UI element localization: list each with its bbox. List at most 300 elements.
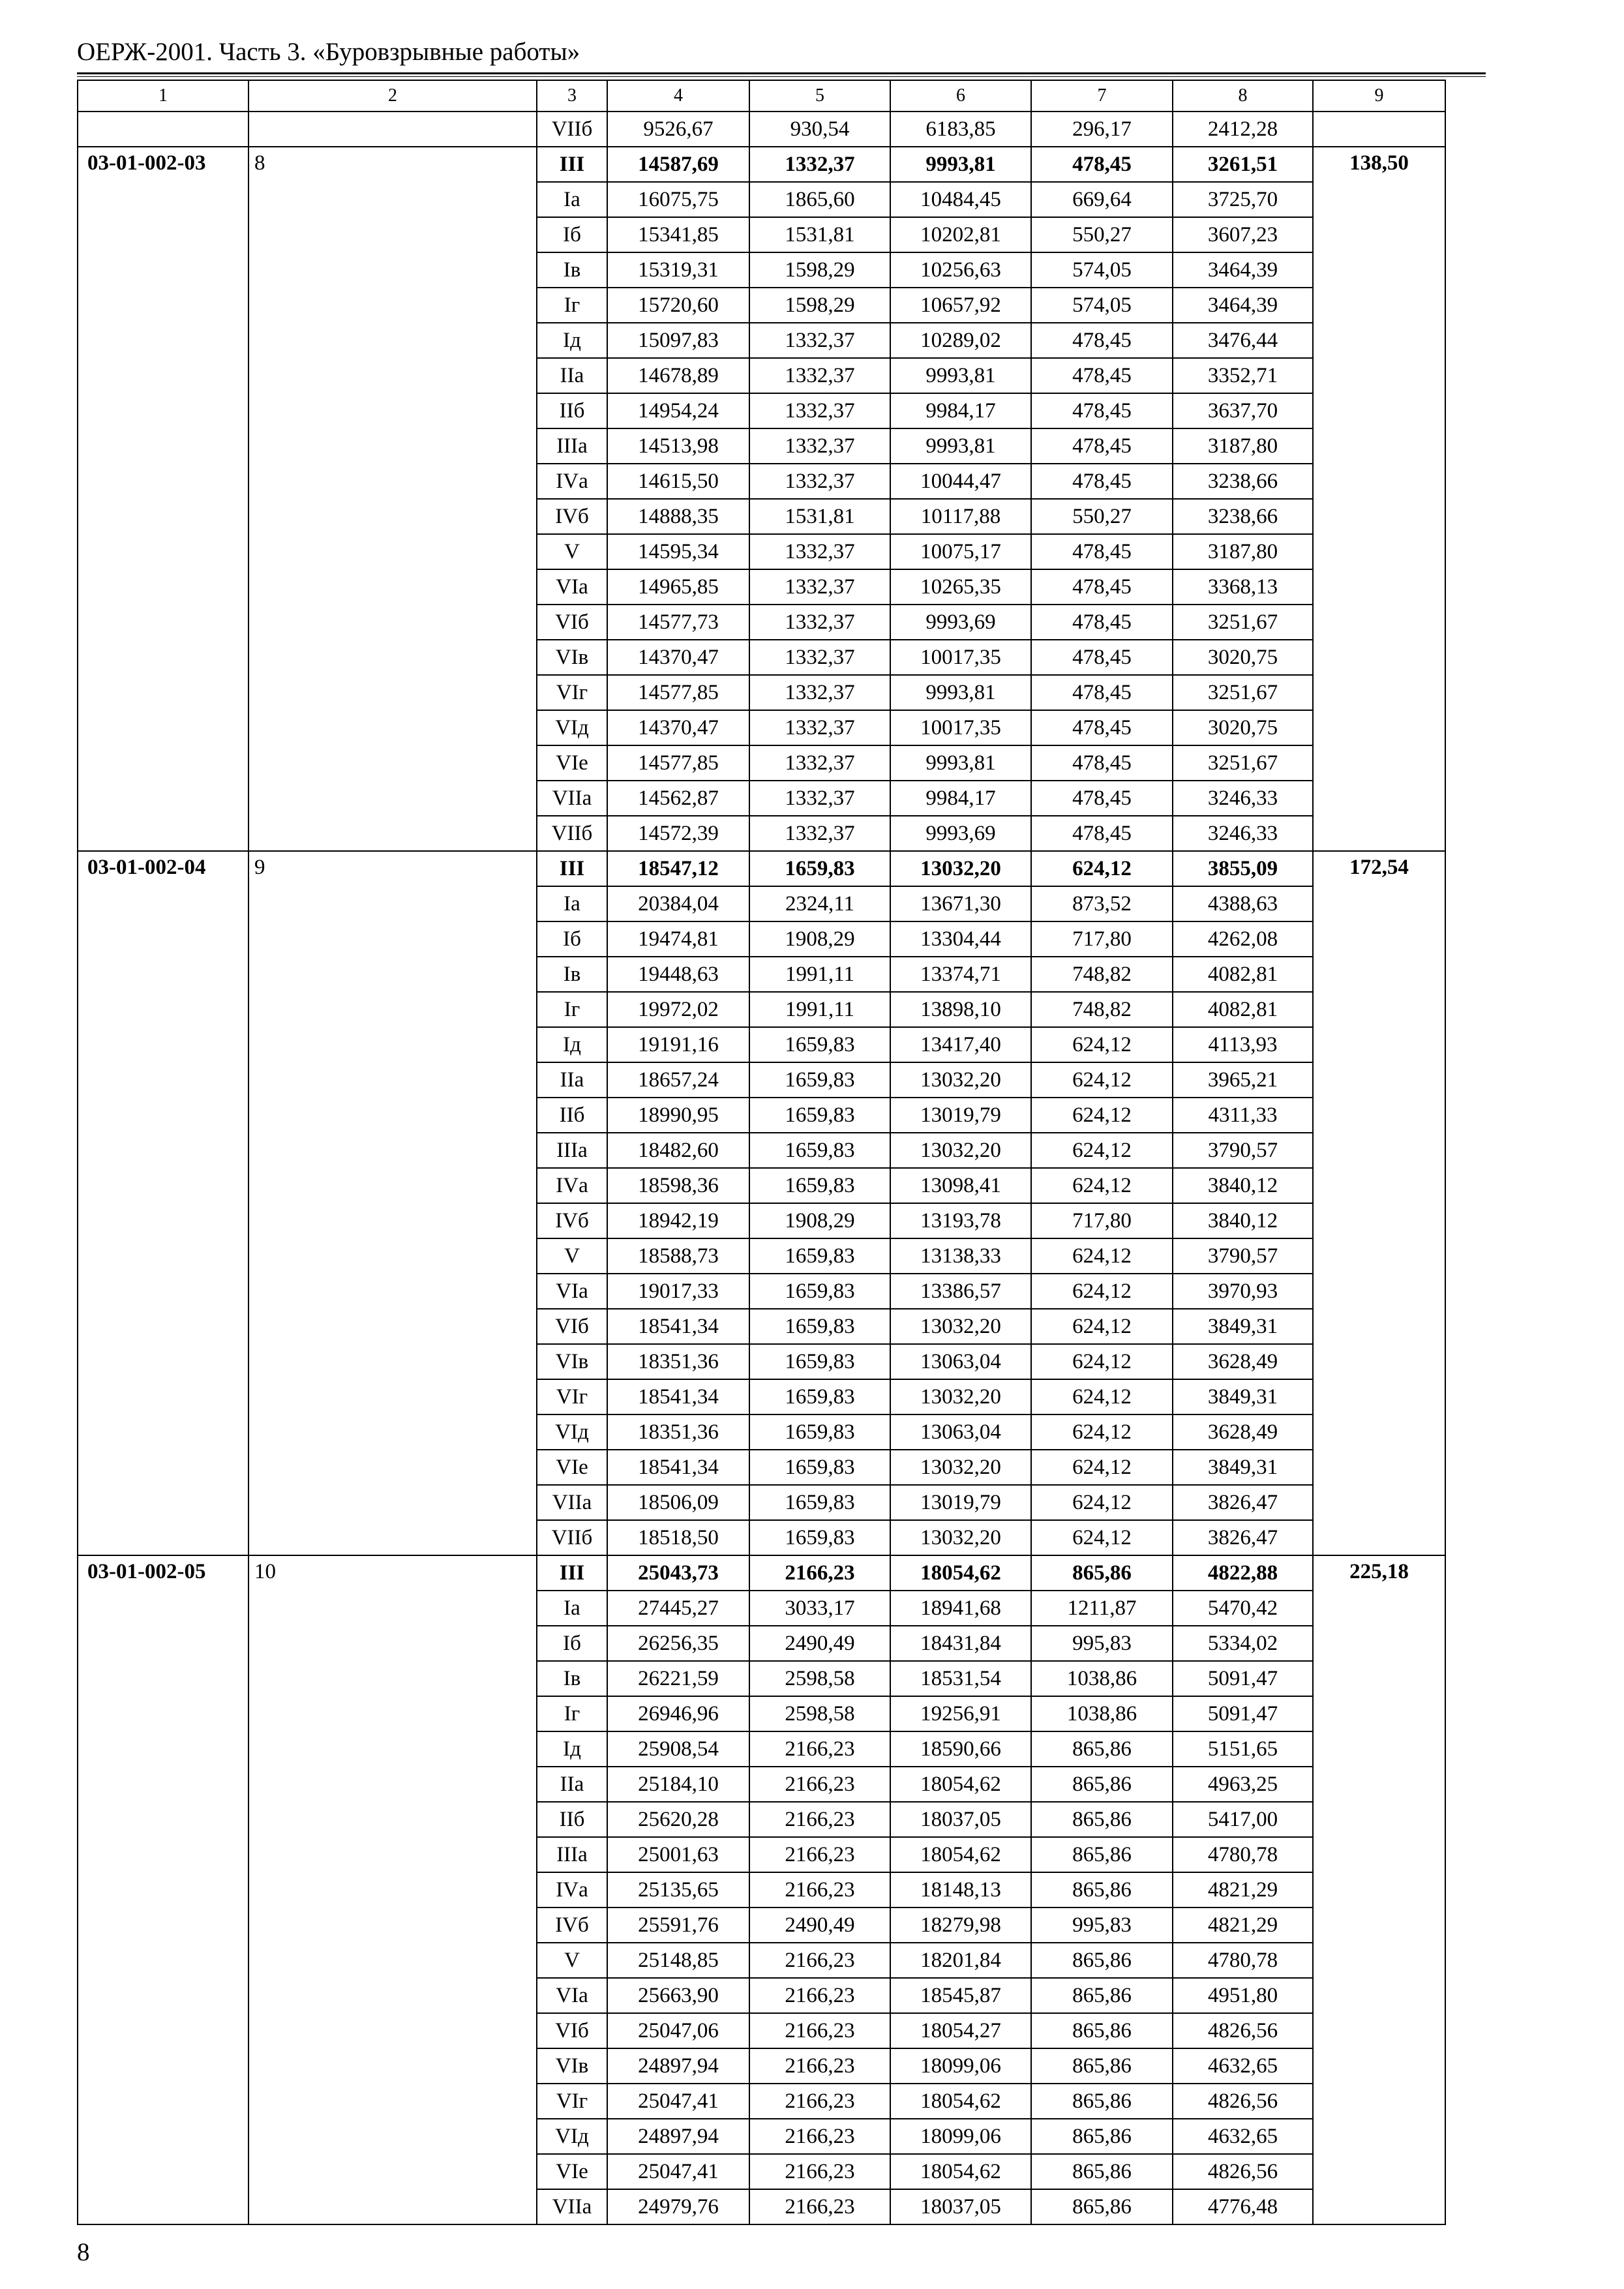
value-cell: 3251,67 — [1173, 605, 1313, 640]
value-cell: 18099,06 — [890, 2048, 1031, 2084]
zone-cell: IIIа — [537, 1133, 607, 1168]
value-cell: 5091,47 — [1173, 1696, 1313, 1731]
zone-cell: Iв — [537, 252, 607, 288]
value-cell: 624,12 — [1031, 1274, 1173, 1309]
zone-cell: VIIб — [537, 1520, 607, 1555]
zone-cell: Iд — [537, 1731, 607, 1767]
value-cell: 18506,09 — [607, 1485, 749, 1520]
value-cell: 26946,96 — [607, 1696, 749, 1731]
header-rule — [77, 72, 1486, 74]
value-cell: 865,86 — [1031, 1837, 1173, 1872]
value-cell: 624,12 — [1031, 1238, 1173, 1274]
value-cell: 478,45 — [1031, 781, 1173, 816]
header-rule-thin — [77, 76, 1486, 77]
value-cell: 18037,05 — [890, 1802, 1031, 1837]
value-cell: 995,83 — [1031, 1908, 1173, 1943]
value-cell: 14370,47 — [607, 640, 749, 675]
value-cell: 1659,83 — [749, 851, 890, 886]
value-cell: 18588,73 — [607, 1238, 749, 1274]
value-cell: 1332,37 — [749, 675, 890, 710]
zone-cell: Iг — [537, 288, 607, 323]
zone-cell: VIе — [537, 2154, 607, 2189]
zone-cell: VIе — [537, 745, 607, 781]
value-cell: 19972,02 — [607, 992, 749, 1027]
value-cell: 5334,02 — [1173, 1626, 1313, 1661]
zone-cell: VIб — [537, 605, 607, 640]
value-cell: 865,86 — [1031, 2048, 1173, 2084]
value-cell: 5417,00 — [1173, 1802, 1313, 1837]
column-number: 9 — [1313, 80, 1445, 112]
value-cell: 1659,83 — [749, 1098, 890, 1133]
value-cell: 25047,06 — [607, 2013, 749, 2048]
value-cell: 14888,35 — [607, 499, 749, 534]
value-cell: 1332,37 — [749, 605, 890, 640]
value-cell: 624,12 — [1031, 1450, 1173, 1485]
value-cell: 18482,60 — [607, 1133, 749, 1168]
value-cell: 3849,31 — [1173, 1379, 1313, 1414]
value-cell: 3628,49 — [1173, 1414, 1313, 1450]
zone-cell: VIг — [537, 675, 607, 710]
labor-cost-cell: 172,54 — [1313, 851, 1445, 1555]
value-cell: 3607,23 — [1173, 217, 1313, 252]
zone-cell: IIа — [537, 1767, 607, 1802]
value-cell: 624,12 — [1031, 1344, 1173, 1379]
value-cell: 10117,88 — [890, 499, 1031, 534]
value-cell: 3368,13 — [1173, 569, 1313, 605]
value-cell: 14577,85 — [607, 745, 749, 781]
value-cell: 25591,76 — [607, 1908, 749, 1943]
empty-cell — [78, 112, 248, 147]
value-cell: 4821,29 — [1173, 1872, 1313, 1908]
value-cell: 2166,23 — [749, 1872, 890, 1908]
zone-cell: IIб — [537, 1098, 607, 1133]
value-cell: 19256,91 — [890, 1696, 1031, 1731]
value-cell: 478,45 — [1031, 640, 1173, 675]
value-cell: 3033,17 — [749, 1591, 890, 1626]
value-cell: 574,05 — [1031, 288, 1173, 323]
value-cell: 4821,29 — [1173, 1908, 1313, 1943]
value-cell: 3352,71 — [1173, 358, 1313, 393]
value-cell: 10017,35 — [890, 710, 1031, 745]
value-cell: 4776,48 — [1173, 2189, 1313, 2224]
zone-cell: Iд — [537, 323, 607, 358]
value-cell: 14513,98 — [607, 428, 749, 464]
value-cell: 3849,31 — [1173, 1309, 1313, 1344]
value-cell: 25184,10 — [607, 1767, 749, 1802]
value-cell: 624,12 — [1031, 1414, 1173, 1450]
zone-cell: IIб — [537, 393, 607, 428]
value-cell: 18547,12 — [607, 851, 749, 886]
value-cell: 9993,81 — [890, 147, 1031, 182]
zone-cell: VIIб — [537, 816, 607, 851]
zone-cell: III — [537, 851, 607, 886]
value-cell: 865,86 — [1031, 1731, 1173, 1767]
value-cell: 1531,81 — [749, 499, 890, 534]
zone-cell: IVа — [537, 1168, 607, 1203]
table-cell: 296,17 — [1031, 112, 1173, 147]
value-cell: 624,12 — [1031, 851, 1173, 886]
value-cell: 18037,05 — [890, 2189, 1031, 2224]
value-cell: 1332,37 — [749, 781, 890, 816]
value-cell: 18054,27 — [890, 2013, 1031, 2048]
value-cell: 1531,81 — [749, 217, 890, 252]
value-cell: 9984,17 — [890, 781, 1031, 816]
value-cell: 14587,69 — [607, 147, 749, 182]
value-cell: 24979,76 — [607, 2189, 749, 2224]
zone-cell: Iа — [537, 886, 607, 921]
value-cell: 2166,23 — [749, 1802, 890, 1837]
zone-cell: VIб — [537, 1309, 607, 1344]
column-number: 4 — [607, 80, 749, 112]
value-cell: 4632,65 — [1173, 2048, 1313, 2084]
value-cell: 14562,87 — [607, 781, 749, 816]
value-cell: 1332,37 — [749, 816, 890, 851]
value-cell: 14577,73 — [607, 605, 749, 640]
value-cell: 14595,34 — [607, 534, 749, 569]
zone-cell: VIе — [537, 1450, 607, 1485]
value-cell: 624,12 — [1031, 1485, 1173, 1520]
value-cell: 478,45 — [1031, 569, 1173, 605]
zone-cell: IIб — [537, 1802, 607, 1837]
value-cell: 995,83 — [1031, 1626, 1173, 1661]
value-cell: 13032,20 — [890, 1450, 1031, 1485]
reference-number: 10 — [248, 1555, 537, 2224]
value-cell: 1659,83 — [749, 1379, 890, 1414]
value-cell: 13032,20 — [890, 1133, 1031, 1168]
value-cell: 13032,20 — [890, 1379, 1031, 1414]
value-cell: 9993,69 — [890, 605, 1031, 640]
value-cell: 4082,81 — [1173, 957, 1313, 992]
value-cell: 865,86 — [1031, 2119, 1173, 2154]
value-cell: 4082,81 — [1173, 992, 1313, 1027]
value-cell: 13063,04 — [890, 1414, 1031, 1450]
column-number: 2 — [248, 80, 537, 112]
value-cell: 624,12 — [1031, 1309, 1173, 1344]
table-cell: 930,54 — [749, 112, 890, 147]
rate-code: 03-01-002-04 — [78, 851, 248, 1555]
zone-cell: VIд — [537, 1414, 607, 1450]
column-number: 5 — [749, 80, 890, 112]
value-cell: 14965,85 — [607, 569, 749, 605]
value-cell: 3246,33 — [1173, 816, 1313, 851]
value-cell: 9993,81 — [890, 428, 1031, 464]
value-cell: 2598,58 — [749, 1661, 890, 1696]
value-cell: 18054,62 — [890, 2084, 1031, 2119]
value-cell: 574,05 — [1031, 252, 1173, 288]
value-cell: 26221,59 — [607, 1661, 749, 1696]
value-cell: 15720,60 — [607, 288, 749, 323]
value-cell: 19017,33 — [607, 1274, 749, 1309]
value-cell: 2490,49 — [749, 1908, 890, 1943]
value-cell: 25135,65 — [607, 1872, 749, 1908]
value-cell: 25047,41 — [607, 2084, 749, 2119]
value-cell: 478,45 — [1031, 816, 1173, 851]
value-cell: 3187,80 — [1173, 428, 1313, 464]
value-cell: 1908,29 — [749, 921, 890, 957]
value-cell: 18990,95 — [607, 1098, 749, 1133]
value-cell: 18099,06 — [890, 2119, 1031, 2154]
value-cell: 1659,83 — [749, 1344, 890, 1379]
value-cell: 18148,13 — [890, 1872, 1031, 1908]
zone-cell: Iд — [537, 1027, 607, 1062]
zone-cell: Iг — [537, 1696, 607, 1731]
zone-cell: VIб — [537, 2013, 607, 2048]
value-cell: 18541,34 — [607, 1379, 749, 1414]
value-cell: 3464,39 — [1173, 252, 1313, 288]
zone-cell: IIIа — [537, 428, 607, 464]
rate-code: 03-01-002-03 — [78, 147, 248, 851]
zone-cell: VIв — [537, 2048, 607, 2084]
value-cell: 1865,60 — [749, 182, 890, 217]
zone-cell: IIIа — [537, 1837, 607, 1872]
zone-cell: IVб — [537, 1908, 607, 1943]
value-cell: 13032,20 — [890, 1309, 1031, 1344]
value-cell: 2166,23 — [749, 2084, 890, 2119]
zone-cell: VIд — [537, 710, 607, 745]
value-cell: 10202,81 — [890, 217, 1031, 252]
value-cell: 4388,63 — [1173, 886, 1313, 921]
value-cell: 3849,31 — [1173, 1450, 1313, 1485]
value-cell: 14615,50 — [607, 464, 749, 499]
value-cell: 1659,83 — [749, 1450, 890, 1485]
value-cell: 1659,83 — [749, 1309, 890, 1344]
zone-cell: Iв — [537, 1661, 607, 1696]
value-cell: 10256,63 — [890, 252, 1031, 288]
table-cell: 9526,67 — [607, 112, 749, 147]
value-cell: 10289,02 — [890, 323, 1031, 358]
zone-cell: IIа — [537, 358, 607, 393]
value-cell: 4826,56 — [1173, 2154, 1313, 2189]
rates-table-body — [78, 80, 1445, 2224]
value-cell: 13417,40 — [890, 1027, 1031, 1062]
value-cell: 2166,23 — [749, 1731, 890, 1767]
value-cell: 3251,67 — [1173, 745, 1313, 781]
value-cell: 2166,23 — [749, 2189, 890, 2224]
value-cell: 25148,85 — [607, 1943, 749, 1978]
value-cell: 3840,12 — [1173, 1168, 1313, 1203]
value-cell: 14954,24 — [607, 393, 749, 428]
zone-cell: V — [537, 534, 607, 569]
value-cell: 19474,81 — [607, 921, 749, 957]
zone-cell: VIIа — [537, 781, 607, 816]
zone-cell: IVб — [537, 1203, 607, 1238]
value-cell: 13019,79 — [890, 1485, 1031, 1520]
value-cell: 4963,25 — [1173, 1767, 1313, 1802]
value-cell: 9993,81 — [890, 358, 1031, 393]
value-cell: 1659,83 — [749, 1168, 890, 1203]
value-cell: 478,45 — [1031, 534, 1173, 569]
value-cell: 14572,39 — [607, 816, 749, 851]
value-cell: 4780,78 — [1173, 1943, 1313, 1978]
value-cell: 13019,79 — [890, 1098, 1031, 1133]
value-cell: 10484,45 — [890, 182, 1031, 217]
value-cell: 478,45 — [1031, 428, 1173, 464]
value-cell: 2324,11 — [749, 886, 890, 921]
value-cell: 25047,41 — [607, 2154, 749, 2189]
empty-cell — [248, 112, 537, 147]
table-row — [78, 851, 1445, 886]
value-cell: 3725,70 — [1173, 182, 1313, 217]
value-cell: 873,52 — [1031, 886, 1173, 921]
zone-cell: IIа — [537, 1062, 607, 1098]
zone-cell: Iа — [537, 1591, 607, 1626]
value-cell: 13063,04 — [890, 1344, 1031, 1379]
value-cell: 624,12 — [1031, 1168, 1173, 1203]
value-cell: 478,45 — [1031, 710, 1173, 745]
value-cell: 26256,35 — [607, 1626, 749, 1661]
reference-number: 8 — [248, 147, 537, 851]
value-cell: 18054,62 — [890, 2154, 1031, 2189]
value-cell: 624,12 — [1031, 1027, 1173, 1062]
column-number: 6 — [890, 80, 1031, 112]
rate-code: 03-01-002-05 — [78, 1555, 248, 2224]
value-cell: 1659,83 — [749, 1062, 890, 1098]
value-cell: 2166,23 — [749, 1837, 890, 1872]
value-cell: 1991,11 — [749, 957, 890, 992]
value-cell: 14678,89 — [607, 358, 749, 393]
value-cell: 13304,44 — [890, 921, 1031, 957]
table-row — [78, 147, 1445, 182]
value-cell: 18279,98 — [890, 1908, 1031, 1943]
value-cell: 18351,36 — [607, 1344, 749, 1379]
value-cell: 9993,69 — [890, 816, 1031, 851]
value-cell: 15097,83 — [607, 323, 749, 358]
value-cell: 25620,28 — [607, 1802, 749, 1837]
column-number: 3 — [537, 80, 607, 112]
value-cell: 14577,85 — [607, 675, 749, 710]
value-cell: 3464,39 — [1173, 288, 1313, 323]
value-cell: 1332,37 — [749, 358, 890, 393]
zone-cell: III — [537, 147, 607, 182]
value-cell: 1332,37 — [749, 147, 890, 182]
zone-cell: VIа — [537, 1978, 607, 2013]
value-cell: 1332,37 — [749, 745, 890, 781]
value-cell: 3187,80 — [1173, 534, 1313, 569]
zone-cell: Iб — [537, 1626, 607, 1661]
value-cell: 1332,37 — [749, 323, 890, 358]
value-cell: 1991,11 — [749, 992, 890, 1027]
value-cell: 1659,83 — [749, 1274, 890, 1309]
value-cell: 478,45 — [1031, 323, 1173, 358]
value-cell: 5151,65 — [1173, 1731, 1313, 1767]
value-cell: 18054,62 — [890, 1555, 1031, 1591]
value-cell: 3020,75 — [1173, 640, 1313, 675]
value-cell: 18054,62 — [890, 1767, 1031, 1802]
value-cell: 25043,73 — [607, 1555, 749, 1591]
table-cell: 2412,28 — [1173, 112, 1313, 147]
zone-cell: VIIа — [537, 1485, 607, 1520]
value-cell: 4822,88 — [1173, 1555, 1313, 1591]
value-cell: 13032,20 — [890, 851, 1031, 886]
value-cell: 3251,67 — [1173, 675, 1313, 710]
value-cell: 18541,34 — [607, 1450, 749, 1485]
column-number-row — [78, 80, 1445, 112]
value-cell: 550,27 — [1031, 217, 1173, 252]
value-cell: 10044,47 — [890, 464, 1031, 499]
value-cell: 13193,78 — [890, 1203, 1031, 1238]
zone-cell: Iв — [537, 957, 607, 992]
value-cell: 1332,37 — [749, 640, 890, 675]
value-cell: 18590,66 — [890, 1731, 1031, 1767]
value-cell: 15319,31 — [607, 252, 749, 288]
value-cell: 4780,78 — [1173, 1837, 1313, 1872]
value-cell: 3855,09 — [1173, 851, 1313, 886]
zone-cell: V — [537, 1238, 607, 1274]
value-cell: 2166,23 — [749, 2048, 890, 2084]
zone-cell: VIа — [537, 569, 607, 605]
value-cell: 1659,83 — [749, 1133, 890, 1168]
value-cell: 2490,49 — [749, 1626, 890, 1661]
value-cell: 2166,23 — [749, 2119, 890, 2154]
value-cell: 18431,84 — [890, 1626, 1031, 1661]
value-cell: 865,86 — [1031, 1978, 1173, 2013]
value-cell: 550,27 — [1031, 499, 1173, 534]
value-cell: 14370,47 — [607, 710, 749, 745]
value-cell: 2166,23 — [749, 2154, 890, 2189]
value-cell: 2166,23 — [749, 2013, 890, 2048]
value-cell: 3790,57 — [1173, 1238, 1313, 1274]
value-cell: 1332,37 — [749, 710, 890, 745]
value-cell: 3261,51 — [1173, 147, 1313, 182]
value-cell: 13032,20 — [890, 1062, 1031, 1098]
value-cell: 18351,36 — [607, 1414, 749, 1450]
value-cell: 3840,12 — [1173, 1203, 1313, 1238]
value-cell: 10265,35 — [890, 569, 1031, 605]
value-cell: 478,45 — [1031, 147, 1173, 182]
value-cell: 16075,75 — [607, 182, 749, 217]
value-cell: 624,12 — [1031, 1133, 1173, 1168]
value-cell: 478,45 — [1031, 393, 1173, 428]
value-cell: 865,86 — [1031, 1872, 1173, 1908]
value-cell: 1659,83 — [749, 1485, 890, 1520]
value-cell: 865,86 — [1031, 2084, 1173, 2119]
column-number: 8 — [1173, 80, 1313, 112]
value-cell: 10075,17 — [890, 534, 1031, 569]
labor-cost-cell: 225,18 — [1313, 1555, 1445, 2224]
value-cell: 24897,94 — [607, 2119, 749, 2154]
zone-cell: VIв — [537, 640, 607, 675]
value-cell: 13374,71 — [890, 957, 1031, 992]
value-cell: 13898,10 — [890, 992, 1031, 1027]
value-cell: 3965,21 — [1173, 1062, 1313, 1098]
table-cell: 6183,85 — [890, 112, 1031, 147]
value-cell: 18545,87 — [890, 1978, 1031, 2013]
value-cell: 1598,29 — [749, 288, 890, 323]
value-cell: 4311,33 — [1173, 1098, 1313, 1133]
value-cell: 3246,33 — [1173, 781, 1313, 816]
value-cell: 3826,47 — [1173, 1520, 1313, 1555]
value-cell: 4262,08 — [1173, 921, 1313, 957]
value-cell: 18518,50 — [607, 1520, 749, 1555]
value-cell: 624,12 — [1031, 1379, 1173, 1414]
value-cell: 1332,37 — [749, 428, 890, 464]
value-cell: 3476,44 — [1173, 323, 1313, 358]
value-cell: 748,82 — [1031, 957, 1173, 992]
value-cell: 19191,16 — [607, 1027, 749, 1062]
value-cell: 1659,83 — [749, 1238, 890, 1274]
reference-number: 9 — [248, 851, 537, 1555]
value-cell: 13032,20 — [890, 1520, 1031, 1555]
value-cell: 18598,36 — [607, 1168, 749, 1203]
value-cell: 865,86 — [1031, 2189, 1173, 2224]
zone-cell: Iб — [537, 217, 607, 252]
zone-cell: VIв — [537, 1344, 607, 1379]
value-cell: 4113,93 — [1173, 1027, 1313, 1062]
value-cell: 3826,47 — [1173, 1485, 1313, 1520]
value-cell: 865,86 — [1031, 1767, 1173, 1802]
value-cell: 2166,23 — [749, 1555, 890, 1591]
value-cell: 27445,27 — [607, 1591, 749, 1626]
